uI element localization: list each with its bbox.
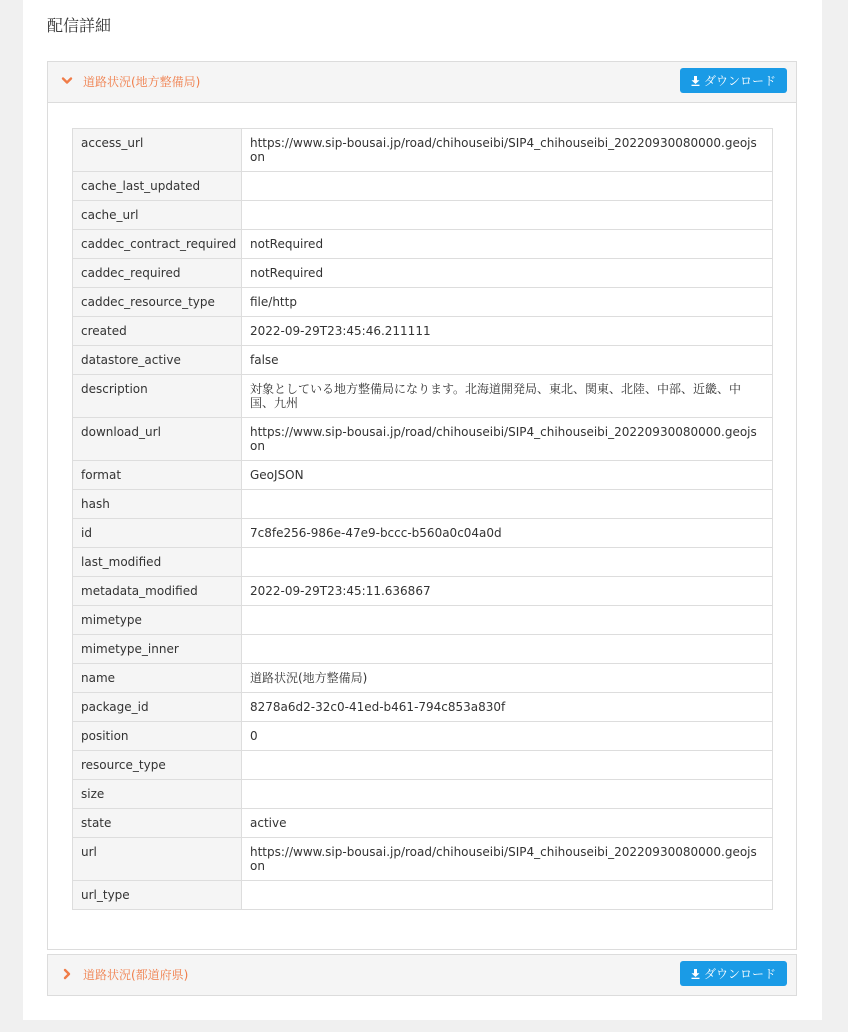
field-value: 道路状況(地方整備局) xyxy=(242,664,773,693)
field-value: 2022-09-29T23:45:46.211111 xyxy=(242,317,773,346)
table-row xyxy=(73,129,773,172)
resource-panel-todoufuken xyxy=(47,954,797,996)
field-value xyxy=(242,881,773,910)
resource-detail-table xyxy=(72,128,773,910)
table-row xyxy=(73,635,773,664)
field-key: id xyxy=(73,519,242,548)
field-key: metadata_modified xyxy=(73,577,242,606)
field-key: url xyxy=(73,838,242,881)
table-row xyxy=(73,317,773,346)
resource-panel-chihouseibi xyxy=(47,61,797,950)
table-row xyxy=(73,288,773,317)
table-row xyxy=(73,548,773,577)
field-value: https://www.sip-bousai.jp/road/chihouseibi/SIP4_chihouseibi_20220930080000.geojson xyxy=(242,838,773,881)
field-value: GeoJSON xyxy=(242,461,773,490)
panel-title[interactable]: 道路状況(都道府県) xyxy=(83,968,189,982)
table-row xyxy=(73,577,773,606)
field-value: notRequired xyxy=(242,230,773,259)
table-row xyxy=(73,259,773,288)
field-key: size xyxy=(73,780,242,809)
table-row xyxy=(73,461,773,490)
download-icon xyxy=(691,76,700,86)
field-key: created xyxy=(73,317,242,346)
field-value xyxy=(242,172,773,201)
field-value: 対象としている地方整備局になります。北海道開発局、東北、関東、北陸、中部、近畿、中国、九州 xyxy=(242,375,773,418)
table-row xyxy=(73,780,773,809)
field-key: cache_url xyxy=(73,201,242,230)
field-key: url_type xyxy=(73,881,242,910)
field-value xyxy=(242,201,773,230)
field-key: mimetype_inner xyxy=(73,635,242,664)
field-key: mimetype xyxy=(73,606,242,635)
field-value xyxy=(242,606,773,635)
field-value xyxy=(242,548,773,577)
field-value xyxy=(242,490,773,519)
table-row xyxy=(73,201,773,230)
table-row xyxy=(73,664,773,693)
field-value: 2022-09-29T23:45:11.636867 xyxy=(242,577,773,606)
field-key: package_id xyxy=(73,693,242,722)
table-row xyxy=(73,418,773,461)
table-row xyxy=(73,693,773,722)
field-key: cache_last_updated xyxy=(73,172,242,201)
panel-title[interactable]: 道路状況(地方整備局) xyxy=(83,75,201,89)
field-value: 0 xyxy=(242,722,773,751)
field-key: last_modified xyxy=(73,548,242,577)
table-row xyxy=(73,230,773,259)
field-value: https://www.sip-bousai.jp/road/chihouseibi/SIP4_chihouseibi_20220930080000.geojson xyxy=(242,418,773,461)
table-row xyxy=(73,346,773,375)
field-value xyxy=(242,780,773,809)
field-value: https://www.sip-bousai.jp/road/chihouseibi/SIP4_chihouseibi_20220930080000.geojson xyxy=(242,129,773,172)
field-key: datastore_active xyxy=(73,346,242,375)
field-key: state xyxy=(73,809,242,838)
download-button[interactable] xyxy=(680,961,787,986)
table-row xyxy=(73,172,773,201)
table-row xyxy=(73,809,773,838)
field-value: 8278a6d2-32c0-41ed-b461-794c853a830f xyxy=(242,693,773,722)
table-row xyxy=(73,519,773,548)
field-key: position xyxy=(73,722,242,751)
table-row xyxy=(73,881,773,910)
download-icon xyxy=(691,969,700,979)
table-row xyxy=(73,490,773,519)
table-row xyxy=(73,606,773,635)
field-key: format xyxy=(73,461,242,490)
download-button-label: ダウンロード xyxy=(703,74,776,88)
field-key: resource_type xyxy=(73,751,242,780)
field-value: false xyxy=(242,346,773,375)
chevron-right-icon[interactable] xyxy=(61,968,73,980)
field-key: access_url xyxy=(73,129,242,172)
field-value xyxy=(242,635,773,664)
panel-header[interactable] xyxy=(48,62,796,103)
panel-header[interactable] xyxy=(48,955,796,995)
field-key: caddec_contract_required xyxy=(73,230,242,259)
table-row xyxy=(73,375,773,418)
field-key: hash xyxy=(73,490,242,519)
download-button-label: ダウンロード xyxy=(703,967,776,981)
download-button[interactable] xyxy=(680,68,787,93)
table-row xyxy=(73,751,773,780)
table-row xyxy=(73,838,773,881)
field-value: active xyxy=(242,809,773,838)
field-key: caddec_required xyxy=(73,259,242,288)
table-row xyxy=(73,722,773,751)
page-title: 配信詳細 xyxy=(47,16,112,35)
field-key: name xyxy=(73,664,242,693)
field-key: download_url xyxy=(73,418,242,461)
field-value: file/http xyxy=(242,288,773,317)
field-key: description xyxy=(73,375,242,418)
content-card xyxy=(23,0,822,1020)
field-value: 7c8fe256-986e-47e9-bccc-b560a0c04a0d xyxy=(242,519,773,548)
field-value xyxy=(242,751,773,780)
field-value: notRequired xyxy=(242,259,773,288)
field-key: caddec_resource_type xyxy=(73,288,242,317)
chevron-down-icon[interactable] xyxy=(61,75,73,87)
